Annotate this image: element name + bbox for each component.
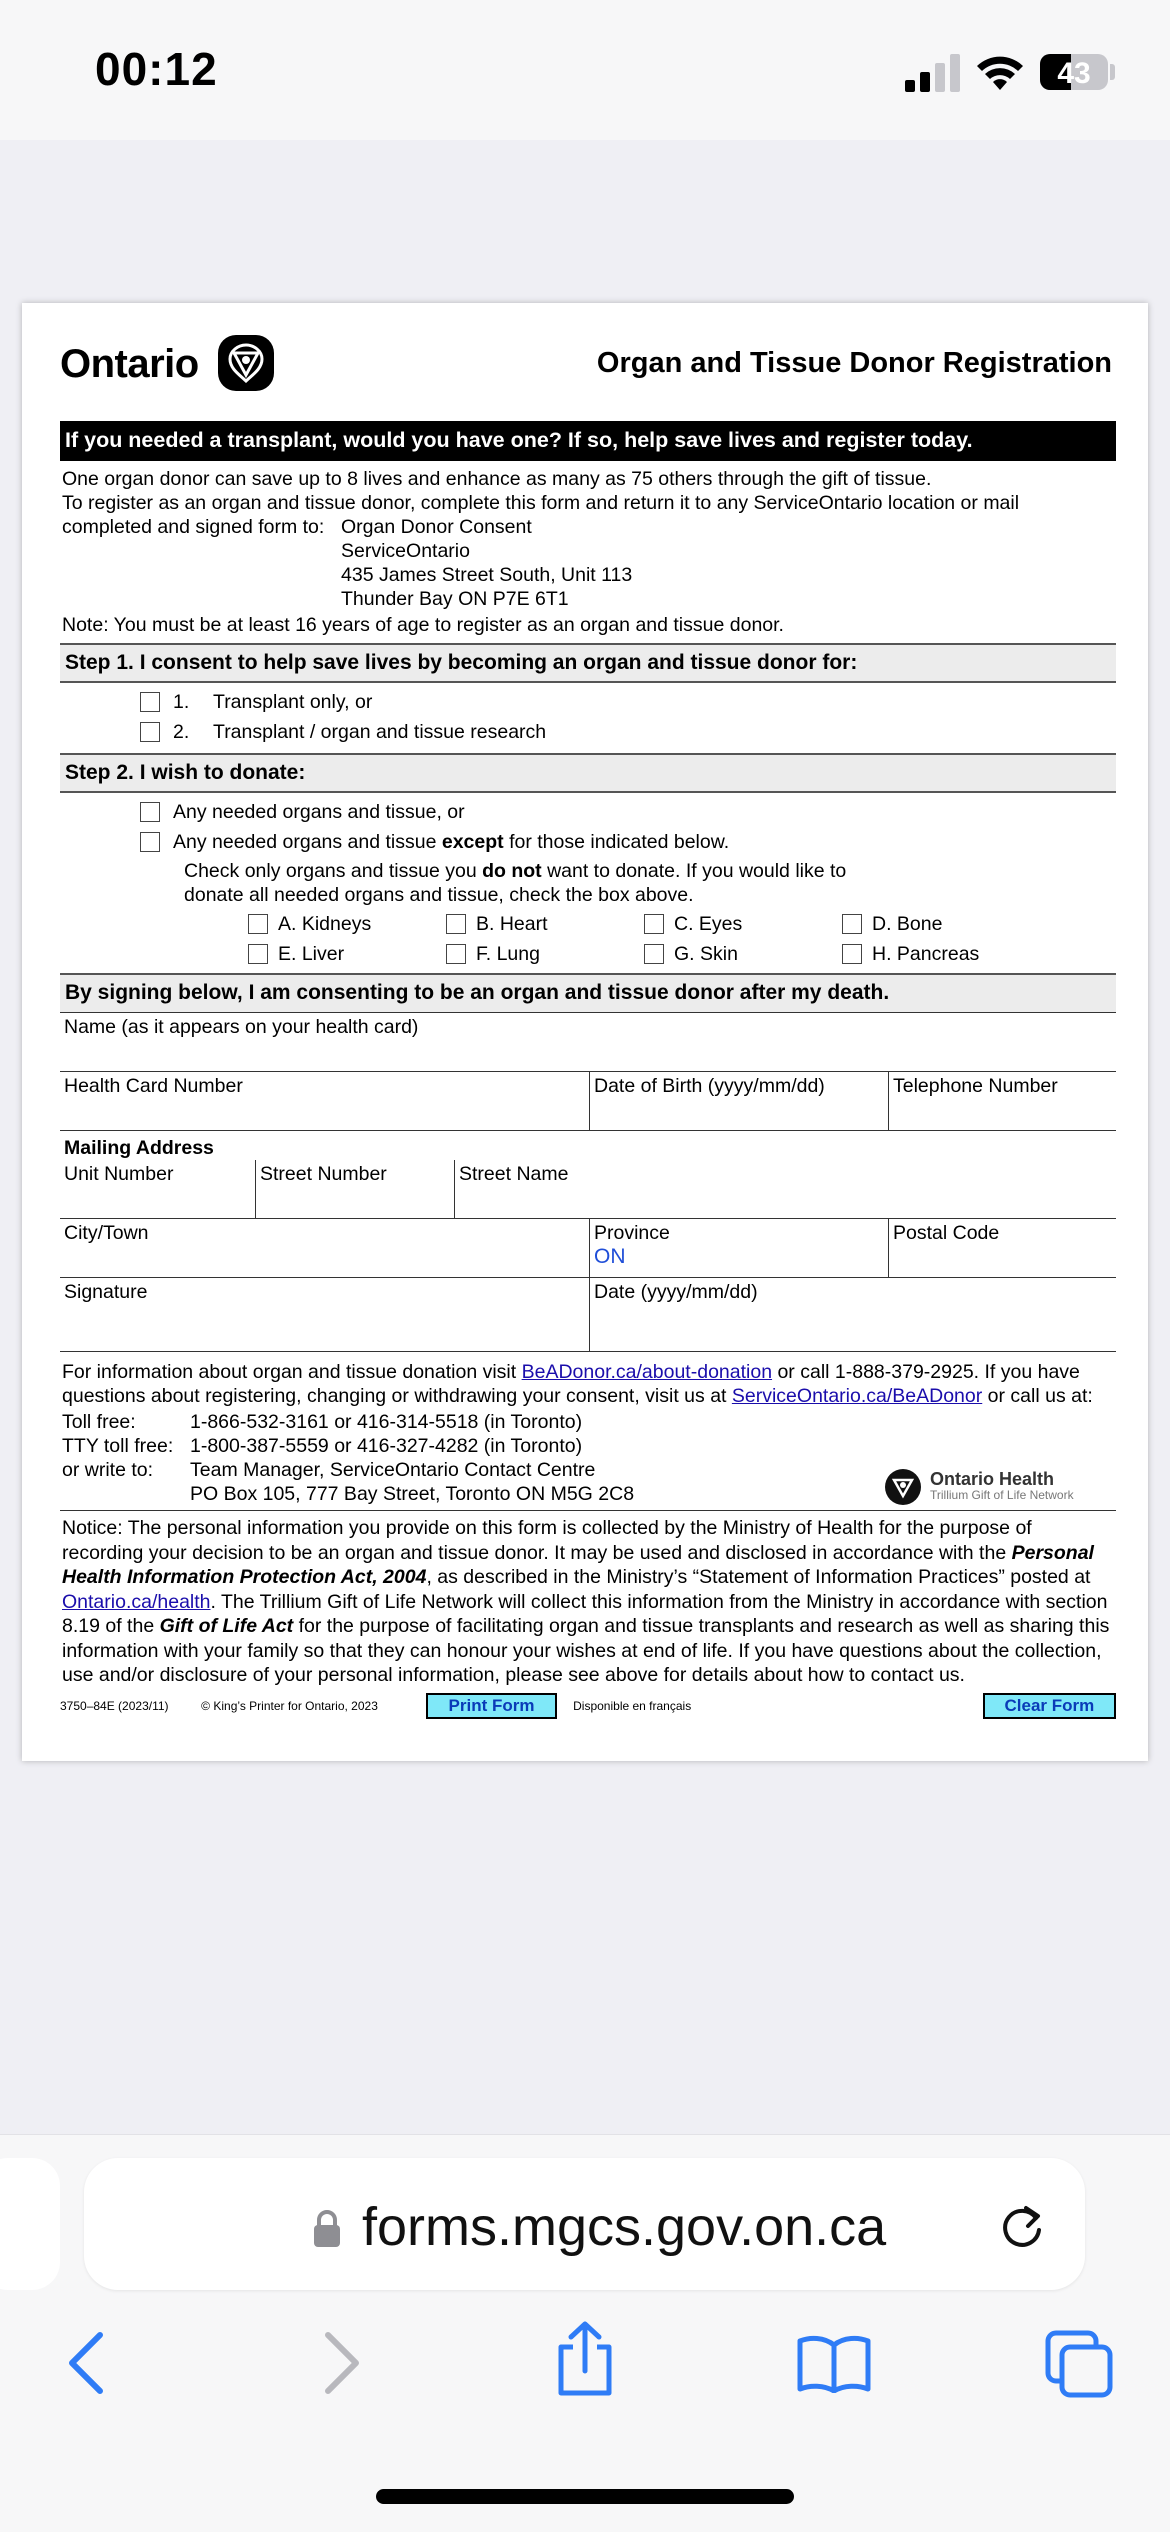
back-icon[interactable] (66, 2331, 106, 2395)
organ-option-skin[interactable]: G. Skin (644, 939, 842, 969)
forward-icon[interactable] (322, 2331, 362, 2395)
checkbox[interactable] (644, 944, 664, 964)
intro-line: One organ donor can save up to 8 lives and enhance as many as 75 others through the gift of tissue. (62, 468, 932, 490)
telephone-field[interactable]: Telephone Number (888, 1072, 1116, 1130)
reload-icon[interactable] (996, 2200, 1048, 2252)
organ-option-pancreas[interactable]: H. Pancreas (842, 939, 1040, 969)
province-field[interactable]: Province ON (589, 1219, 888, 1277)
organ-option-heart[interactable]: B. Heart (446, 909, 644, 939)
checkbox[interactable] (644, 914, 664, 934)
form-number: 3750–84E (2023/11) (60, 1698, 169, 1713)
french-available: Disponible en français (573, 1698, 692, 1713)
form-page (22, 303, 1148, 1761)
age-note: Note: You must be at least 16 years of age to register as an organ and tissue donor. (62, 614, 784, 636)
form-footer (60, 1692, 1116, 1720)
ontario-logo-text: Ontario (60, 342, 199, 386)
organ-checklist (248, 909, 1116, 969)
address-line: Organ Donor Consent (341, 516, 532, 538)
donate-all-option[interactable]: Any needed organs and tissue, or (140, 797, 1116, 827)
mail-to-label: completed and signed form to: (62, 516, 325, 538)
checkbox[interactable] (446, 914, 466, 934)
home-indicator (376, 2489, 794, 2504)
copyright: © King’s Printer for Ontario, 2023 (201, 1698, 378, 1713)
info-section: For information about organ and tissue donation visit BeADonor.ca/about-donation or call 1-888-379-2925. If you have questions about registering, changing or withdrawing your consent, visit us at ServiceOntario.ca/BeADonor or call us at: Toll free: 1-866-532-3161 or 416-314-5518 (in Toronto) TTY toll free: 1-800-387-5559 or 416-327-4282 (in Toronto) or write to: Team Manager, ServiceOntario Contact Centre PO Box 105, 777 Bay Street, Toronto ON M5G 2C8 (60, 1352, 1116, 1506)
address-bar[interactable] (84, 2158, 1085, 2290)
address-line: Thunder Bay ON P7E 6T1 (341, 588, 569, 610)
checkbox[interactable] (248, 944, 268, 964)
checkbox[interactable] (248, 914, 268, 934)
form-header (60, 303, 1116, 421)
unit-number-field[interactable]: Unit Number (64, 1163, 174, 1185)
battery-icon (1040, 54, 1108, 90)
form-title: Organ and Tissue Donor Registration (596, 347, 1112, 379)
name-field[interactable]: Name (as it appears on your health card) (64, 1016, 419, 1038)
status-bar (0, 0, 1170, 140)
step1-option[interactable]: 1. Transplant only, or (140, 687, 1116, 717)
ontario-health-icon (884, 1468, 922, 1506)
url-text[interactable]: forms.mgcs.gov.on.ca (362, 2197, 887, 2257)
organ-option-lung[interactable]: F. Lung (446, 939, 644, 969)
bookmarks-icon[interactable] (796, 2333, 872, 2393)
lock-icon (312, 2209, 342, 2249)
city-field[interactable]: City/Town (64, 1222, 149, 1244)
dob-field[interactable]: Date of Birth (yyyy/mm/dd) (589, 1072, 888, 1130)
battery-level: 43 (1057, 57, 1091, 90)
mailing-address-label: Mailing Address (64, 1137, 214, 1159)
checkbox[interactable] (140, 722, 160, 742)
signature-field[interactable]: Signature (64, 1281, 148, 1303)
address-line: ServiceOntario (341, 540, 470, 562)
step1-option[interactable]: 2. Transplant / organ and tissue research (140, 717, 1116, 747)
street-name-field[interactable]: Street Name (454, 1160, 1116, 1218)
step2-instructions: Check only organs and tissue you do not want to donate. If you would like to donate all needed organs and tissue, check the box above. (184, 860, 847, 906)
ontario-trillium-icon (218, 335, 274, 391)
privacy-notice: Notice: The personal information you provide on this form is collected by the Ministry of Health for the purpose of recording your decision to be an organ and tissue donor. It may be used and disclosed in accordance with the Personal Health Information Protection Act, 2004, as described in the Ministry’s “Statement of Information Practices” posted at Ontario.ca/health. The Trillium Gift of Life Network will collect this information from the Ministry in accordance with section 8.19 of the Gift of Life Act for the purpose of facilitating organ and tissue transplants and research as well as sharing this information with your family so that they can honour your wishes at end of life. If you have questions about the collection, use and/or disclosure of your personal information, please see above for details about how to contact us. (60, 1510, 1116, 1688)
intro-section (60, 461, 1116, 637)
date-field[interactable]: Date (yyyy/mm/dd) (589, 1278, 1116, 1351)
bea-donor-link[interactable]: BeADonor.ca/about-donation (521, 1361, 773, 1383)
service-ontario-link[interactable]: ServiceOntario.ca/BeADonor (731, 1385, 983, 1407)
consent-heading: By signing below, I am consenting to be an organ and tissue donor after my death. (60, 973, 1116, 1013)
checkbox[interactable] (140, 802, 160, 822)
organ-option-liver[interactable]: E. Liver (248, 939, 446, 969)
checkbox[interactable] (842, 914, 862, 934)
postal-code-field[interactable]: Postal Code (888, 1219, 1116, 1277)
ontario-health-logo: Ontario Health Trillium Gift of Life Network (884, 1468, 1074, 1506)
checkbox[interactable] (140, 832, 160, 852)
previous-tab-preview[interactable] (0, 2158, 60, 2290)
checkbox[interactable] (140, 692, 160, 712)
clear-form-button[interactable]: Clear Form (983, 1693, 1116, 1719)
intro-line: To register as an organ and tissue donor, complete this form and return it to any ServiceOntario location or mail (62, 492, 1020, 514)
checkbox[interactable] (446, 944, 466, 964)
organ-option-eyes[interactable]: C. Eyes (644, 909, 842, 939)
call-to-action-banner: If you needed a transplant, would you have one? If so, help save lives and register today. (60, 421, 1116, 461)
ontario-health-link[interactable]: Ontario.ca/health (62, 1590, 211, 1613)
cellular-signal-icon (905, 54, 961, 92)
street-number-field[interactable]: Street Number (255, 1160, 454, 1218)
province-value: ON (594, 1245, 626, 1268)
organ-option-bone[interactable]: D. Bone (842, 909, 1040, 939)
donate-except-option[interactable]: Any needed organs and tissue except for those indicated below. (140, 827, 1116, 857)
browser-toolbar (0, 2134, 1170, 2532)
tabs-icon[interactable] (1044, 2329, 1114, 2399)
wifi-icon (975, 52, 1025, 92)
health-card-field[interactable]: Health Card Number (64, 1075, 243, 1097)
step2-heading: Step 2. I wish to donate: (60, 753, 1116, 793)
clock: 00:12 (95, 43, 218, 95)
organ-option-kidneys[interactable]: A. Kidneys (248, 909, 446, 939)
checkbox[interactable] (842, 944, 862, 964)
step1-heading: Step 1. I consent to help save lives by becoming an organ and tissue donor for: (60, 643, 1116, 683)
print-form-button[interactable]: Print Form (426, 1693, 557, 1719)
contact-list: Toll free: 1-866-532-3161 or 416-314-5518 (in Toronto) TTY toll free: 1-800-387-5559 or 416-327-4282 (in Toronto) or write to: Team Manager, ServiceOntario Contact Centre PO Box 105, 777 Bay Street, Toronto ON M5G 2C8 (62, 1411, 635, 1505)
share-icon[interactable] (553, 2321, 617, 2397)
address-line: 435 James Street South, Unit 113 (341, 564, 633, 586)
